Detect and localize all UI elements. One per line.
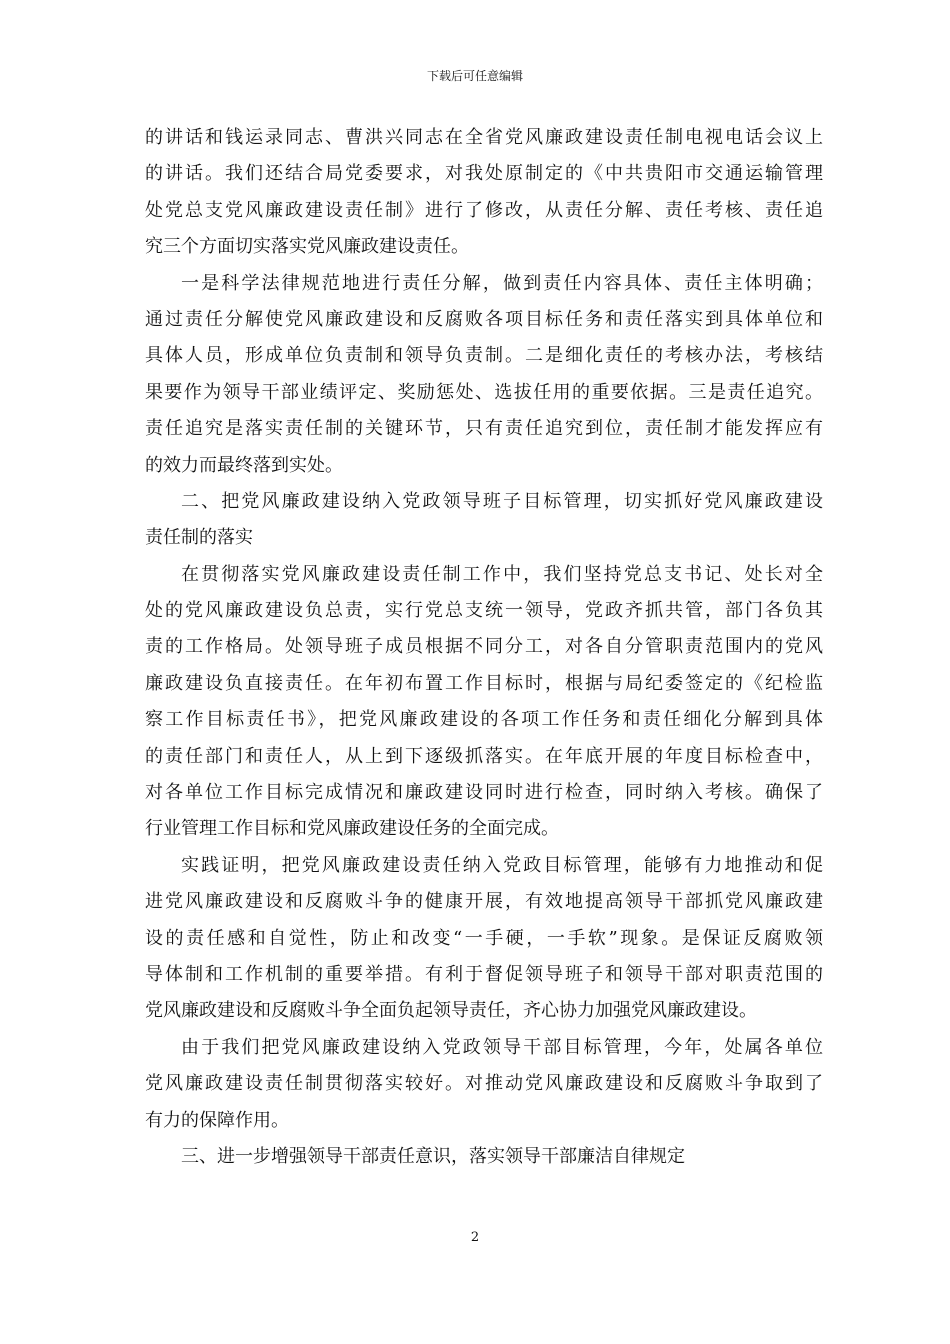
text-line: 究三个方面切实落实党风廉政建设责任。 — [145, 236, 469, 258]
page-number: 2 — [470, 1230, 480, 1245]
text-line: 责的工作格局。处领导班子成员根据不同分工，对各自分管职责范围内的党风 — [145, 636, 823, 658]
paragraph-start-line: 实践证明，把党风廉政建设责任纳入党政目标管理，能够有力地推动和促 — [181, 854, 823, 876]
text-line: 设的责任感和自觉性，防止和改变“一手硬，一手软”现象。是保证反腐败领 — [145, 927, 823, 949]
text-line: 察工作目标责任书》，把党风廉政建设的各项工作任务和责任细化分解到具体 — [145, 709, 823, 731]
section-heading-line: 二、把党风廉政建设纳入党政领导班子目标管理，切实抓好党风廉政建设 — [181, 490, 823, 512]
text-line: 的效力而最终落到实处。 — [145, 454, 343, 476]
paragraph-start-line: 在贯彻落实党风廉政建设责任制工作中，我们坚持党总支书记、处长对全 — [181, 563, 823, 585]
page-header: 下载后可任意编辑 — [426, 69, 523, 83]
text-line: 党风廉政建设责任制贯彻落实较好。对推动党风廉政建设和反腐败斗争取到了 — [145, 1073, 823, 1095]
text-line: 廉政建设负直接责任。在年初布置工作目标时，根据与局纪委签定的《纪检监 — [145, 672, 823, 694]
paragraph-start-line: 由于我们把党风廉政建设纳入党政领导干部目标管理，今年，处属各单位 — [181, 1036, 823, 1058]
text-line: 党风廉政建设和反腐败斗争全面负起领导责任，齐心协力加强党风廉政建设。 — [145, 1000, 757, 1022]
text-line: 的责任部门和责任人，从上到下逐级抓落实。在年底开展的年度目标检查中， — [145, 745, 823, 767]
text-line: 处党总支党风廉政建设责任制》进行了修改，从责任分解、责任考核、责任追 — [145, 199, 823, 221]
text-line: 进党风廉政建设和反腐败斗争的健康开展，有效地提高领导干部抓党风廉政建 — [145, 891, 823, 913]
text-line: 的讲话和钱运录同志、曹洪兴同志在全省党风廉政建设责任制电视电话会议上 — [145, 127, 823, 148]
text-line: 有力的保障作用。 — [145, 1109, 289, 1131]
text-line: 导体制和工作机制的重要举措。有利于督促领导班子和领导干部对职责范围的 — [145, 963, 823, 985]
text-line: 对各单位工作目标完成情况和廉政建设同时进行检查，同时纳入考核。确保了 — [145, 782, 823, 804]
text-line: 处的党风廉政建设负总责，实行党总支统一领导，党政齐抓共管，部门各负其 — [145, 600, 823, 622]
text-line: 行业管理工作目标和党风廉政建设任务的全面完成。 — [145, 818, 559, 840]
text-line: 责任追究是落实责任制的关键环节，只有责任追究到位，责任制才能发挥应有 — [145, 418, 823, 440]
section-heading-line: 三、进一步增强领导干部责任意识，落实领导干部廉洁自律规定 — [181, 1145, 685, 1167]
text-line: 的讲话。我们还结合局党委要求，对我处原制定的《中共贵阳市交通运输管理 — [145, 163, 823, 185]
text-line: 具体人员，形成单位负责制和领导负责制。二是细化责任的考核办法，考核结 — [145, 345, 823, 367]
document-body — [145, 120, 823, 1175]
paragraph-start-line: 一是科学法律规范地进行责任分解，做到责任内容具体、责任主体明确； — [181, 272, 823, 294]
section-heading-line: 责任制的落实 — [145, 527, 253, 549]
text-line: 通过责任分解使党风廉政建设和反腐败各项目标任务和责任落实到具体单位和 — [145, 308, 823, 330]
text-line: 果要作为领导干部业绩评定、奖励惩处、选拔任用的重要依据。三是责任追究。 — [145, 381, 823, 403]
